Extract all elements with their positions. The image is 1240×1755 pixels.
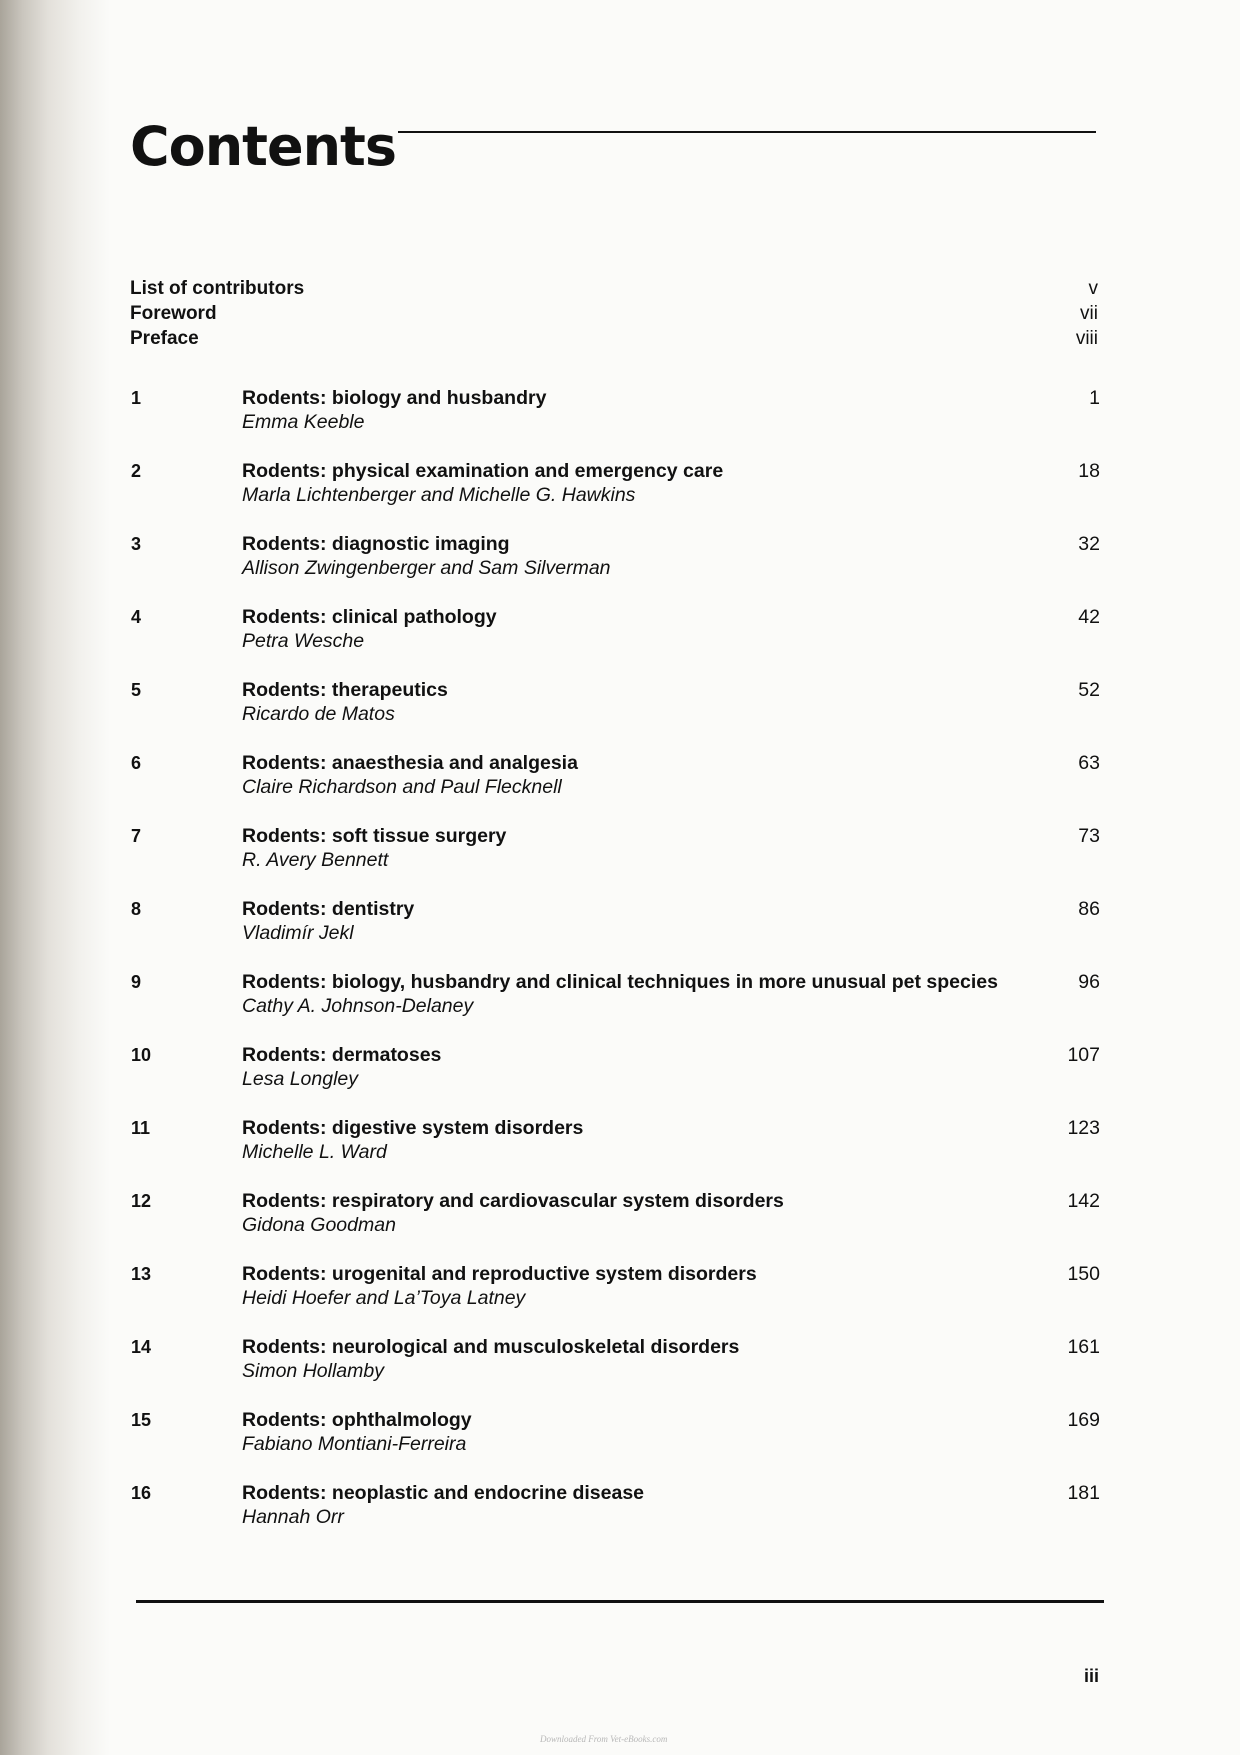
front-matter-label: List of contributors	[130, 278, 305, 299]
front-matter-page: viii	[1075, 328, 1098, 349]
download-footer: Downloaded From Vet-eBooks.com	[540, 1734, 668, 1744]
chapter-page: 42	[1078, 606, 1100, 628]
chapter-number: 16	[131, 1483, 152, 1503]
chapter-author: Ricardo de Matos	[242, 703, 395, 725]
chapter-author: Simon Hollamby	[242, 1360, 384, 1382]
toc-entry	[130, 827, 1100, 877]
chapter-author: R. Avery Bennett	[242, 849, 389, 871]
chapter-title: Rodents: soft tissue surgery	[242, 825, 507, 847]
chapter-author: Marla Lichtenberger and Michelle G. Hawkins	[242, 484, 636, 506]
chapter-number: 3	[131, 534, 142, 554]
toc-entry	[130, 1119, 1100, 1169]
chapter-page: 73	[1078, 825, 1100, 847]
book-spine-shadow	[0, 0, 110, 1755]
chapter-title: Rodents: biology, husbandry and clinical techniques in more unusual pet species	[242, 971, 998, 993]
chapter-page: 52	[1078, 679, 1100, 701]
chapter-page: 1	[1089, 387, 1100, 409]
chapter-author: Heidi Hoefer and La’Toya Latney	[242, 1287, 526, 1309]
chapter-title: Rodents: biology and husbandry	[242, 387, 547, 409]
chapter-author: Gidona Goodman	[242, 1214, 396, 1236]
chapter-title: Rodents: clinical pathology	[242, 606, 497, 628]
chapter-page: 123	[1067, 1117, 1100, 1139]
toc-entry	[130, 1411, 1100, 1461]
chapter-title: Rodents: anaesthesia and analgesia	[242, 752, 578, 774]
title-rule	[398, 131, 1096, 133]
toc-entry	[130, 681, 1100, 731]
chapter-page: 142	[1067, 1190, 1100, 1212]
bottom-rule	[136, 1600, 1104, 1603]
chapter-page: 150	[1067, 1263, 1100, 1285]
chapter-page: 86	[1078, 898, 1100, 920]
chapter-number: 13	[131, 1264, 152, 1284]
toc-entry	[130, 1265, 1100, 1315]
chapter-title: Rodents: urogenital and reproductive system disorders	[242, 1263, 757, 1285]
toc-entry	[130, 754, 1100, 804]
chapter-title: Rodents: dentistry	[242, 898, 415, 920]
toc-entry	[130, 1484, 1100, 1534]
page-title: Contents	[130, 115, 397, 178]
chapter-page: 32	[1078, 533, 1100, 555]
front-matter-page: vii	[1080, 303, 1098, 324]
toc-entry	[130, 389, 1100, 439]
chapter-number: 14	[131, 1337, 152, 1357]
chapter-number: 10	[131, 1045, 152, 1065]
chapter-title: Rodents: digestive system disorders	[242, 1117, 584, 1139]
chapter-page: 181	[1067, 1482, 1100, 1504]
chapter-author: Emma Keeble	[242, 411, 365, 433]
chapter-number: 4	[131, 607, 142, 627]
chapter-number: 1	[131, 388, 142, 408]
chapter-page: 107	[1067, 1044, 1100, 1066]
toc-entry	[130, 1192, 1100, 1242]
chapter-author: Michelle L. Ward	[242, 1141, 387, 1163]
chapter-number: 11	[131, 1118, 151, 1138]
chapter-number: 12	[131, 1191, 152, 1211]
chapter-author: Lesa Longley	[242, 1068, 359, 1090]
chapter-number: 6	[131, 753, 142, 773]
front-matter-label: Preface	[130, 328, 199, 349]
chapter-author: Allison Zwingenberger and Sam Silverman	[242, 557, 611, 579]
toc-entry	[130, 535, 1100, 585]
front-matter-label: Foreword	[130, 303, 217, 324]
toc-entry	[130, 608, 1100, 658]
chapter-author: Vladimír Jekl	[242, 922, 354, 944]
chapter-author: Claire Richardson and Paul Flecknell	[242, 776, 562, 798]
page-folio: iii	[1084, 1666, 1100, 1686]
toc-entry	[130, 1046, 1100, 1096]
chapter-author: Cathy A. Johnson-Delaney	[242, 995, 474, 1017]
toc-entry	[130, 900, 1100, 950]
chapter-page: 96	[1078, 971, 1100, 993]
chapter-page: 18	[1078, 460, 1100, 482]
chapter-author: Petra Wesche	[242, 630, 365, 652]
chapter-title: Rodents: neoplastic and endocrine disease	[242, 1482, 645, 1504]
chapter-title: Rodents: physical examination and emergency care	[242, 460, 724, 482]
toc-entry	[130, 1338, 1100, 1388]
chapter-page: 169	[1067, 1409, 1100, 1431]
toc-entry	[130, 973, 1100, 1023]
front-matter-page: v	[1088, 278, 1098, 299]
chapter-number: 9	[131, 972, 142, 992]
chapter-number: 5	[131, 680, 142, 700]
chapter-title: Rodents: neurological and musculoskeletal disorders	[242, 1336, 740, 1358]
chapter-title: Rodents: therapeutics	[242, 679, 448, 701]
chapter-author: Fabiano Montiani-Ferreira	[242, 1433, 467, 1455]
toc-entry	[130, 462, 1100, 512]
chapter-title: Rodents: dermatoses	[242, 1044, 442, 1066]
chapter-number: 7	[131, 826, 142, 846]
chapter-page: 161	[1067, 1336, 1100, 1358]
chapter-title: Rodents: diagnostic imaging	[242, 533, 510, 555]
chapter-title: Rodents: ophthalmology	[242, 1409, 472, 1431]
chapter-number: 8	[131, 899, 142, 919]
chapter-number: 2	[131, 461, 142, 481]
chapter-title: Rodents: respiratory and cardiovascular system disorders	[242, 1190, 784, 1212]
chapter-author: Hannah Orr	[242, 1506, 344, 1528]
chapter-page: 63	[1078, 752, 1100, 774]
chapter-number: 15	[131, 1410, 152, 1430]
